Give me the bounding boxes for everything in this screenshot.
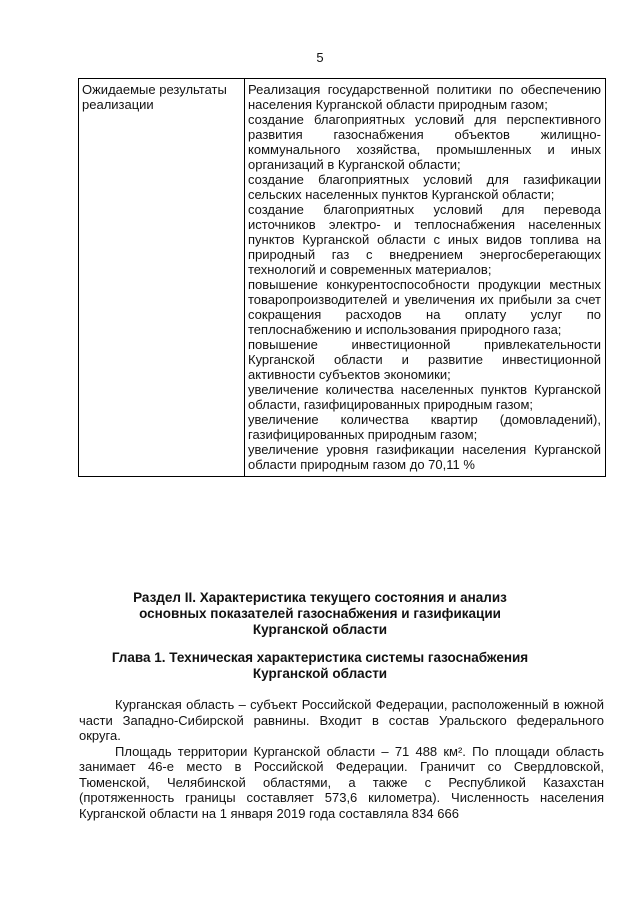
paragraph: Площадь территории Курганской области – 71 488 км². По площади область занимает 46-е место в Российской Федерации. Граничит со Свердловской, Тюменской, Челябинской областями, а также с Республикой Казахстан (протяженность границы составляет 573,6 километра). Численность населения Курганской области на 1 января 2019 года составляла 834 666: [79, 743, 604, 821]
body-text: [79, 697, 604, 821]
chapter-heading: [100, 650, 540, 682]
result-item: Реализация государственной политики по обеспечению населения Курганской области природным газом;: [248, 82, 601, 112]
section-heading-line: Раздел II. Характеристика текущего состояния и анализ: [133, 590, 507, 605]
page-number: 5: [316, 50, 324, 65]
paragraph: Курганская область – субъект Российской Федерации, расположенный в южной части Западно-Сибирской равнины. Входит в состав Уральского федерального округа.: [79, 697, 604, 743]
section-heading-line: Курганской области: [252, 622, 388, 637]
chapter-heading-line: Глава 1. Техническая характеристика системы газоснабжения: [111, 650, 529, 665]
expected-results-table: [78, 78, 606, 477]
row-content: [245, 79, 606, 477]
result-item: увеличение уровня газификации населения Курганской области природным газом до 70,11 %: [248, 442, 601, 472]
section-heading-line: основных показателей газоснабжения и газификации: [139, 606, 501, 621]
row-label: Ожидаемые результаты реализации: [79, 79, 245, 477]
chapter-heading-line: Курганской области: [252, 666, 388, 681]
result-item: повышение конкурентоспособности продукции местных товаропроизводителей и увеличения их прибыли за счет сокращения расходов на оплату услуг по теплоснабжению и использования природного газа;: [248, 277, 601, 337]
section-heading: [100, 590, 540, 638]
result-item: увеличение количества населенных пунктов Курганской области, газифицированных природным газом;: [248, 382, 601, 412]
result-item: повышение инвестиционной привлекательности Курганской области и развитие инвестиционной активности субъектов экономики;: [248, 337, 601, 382]
table-row: [79, 79, 606, 477]
result-item: создание благоприятных условий для перевода источников электро- и теплоснабжения населенных пунктов Курганской области с иных видов топлива на природный газ с внедрением энергосберегающих технологий и современных материалов;: [248, 202, 601, 277]
result-item: создание благоприятных условий для газификации сельских населенных пунктов Курганской области;: [248, 172, 601, 202]
result-item: создание благоприятных условий для перспективного развития газоснабжения объектов жилищно-коммунального хозяйства, промышленных и иных организаций в Курганской области;: [248, 112, 601, 172]
result-item: увеличение количества квартир (домовладений), газифицированных природным газом;: [248, 412, 601, 442]
